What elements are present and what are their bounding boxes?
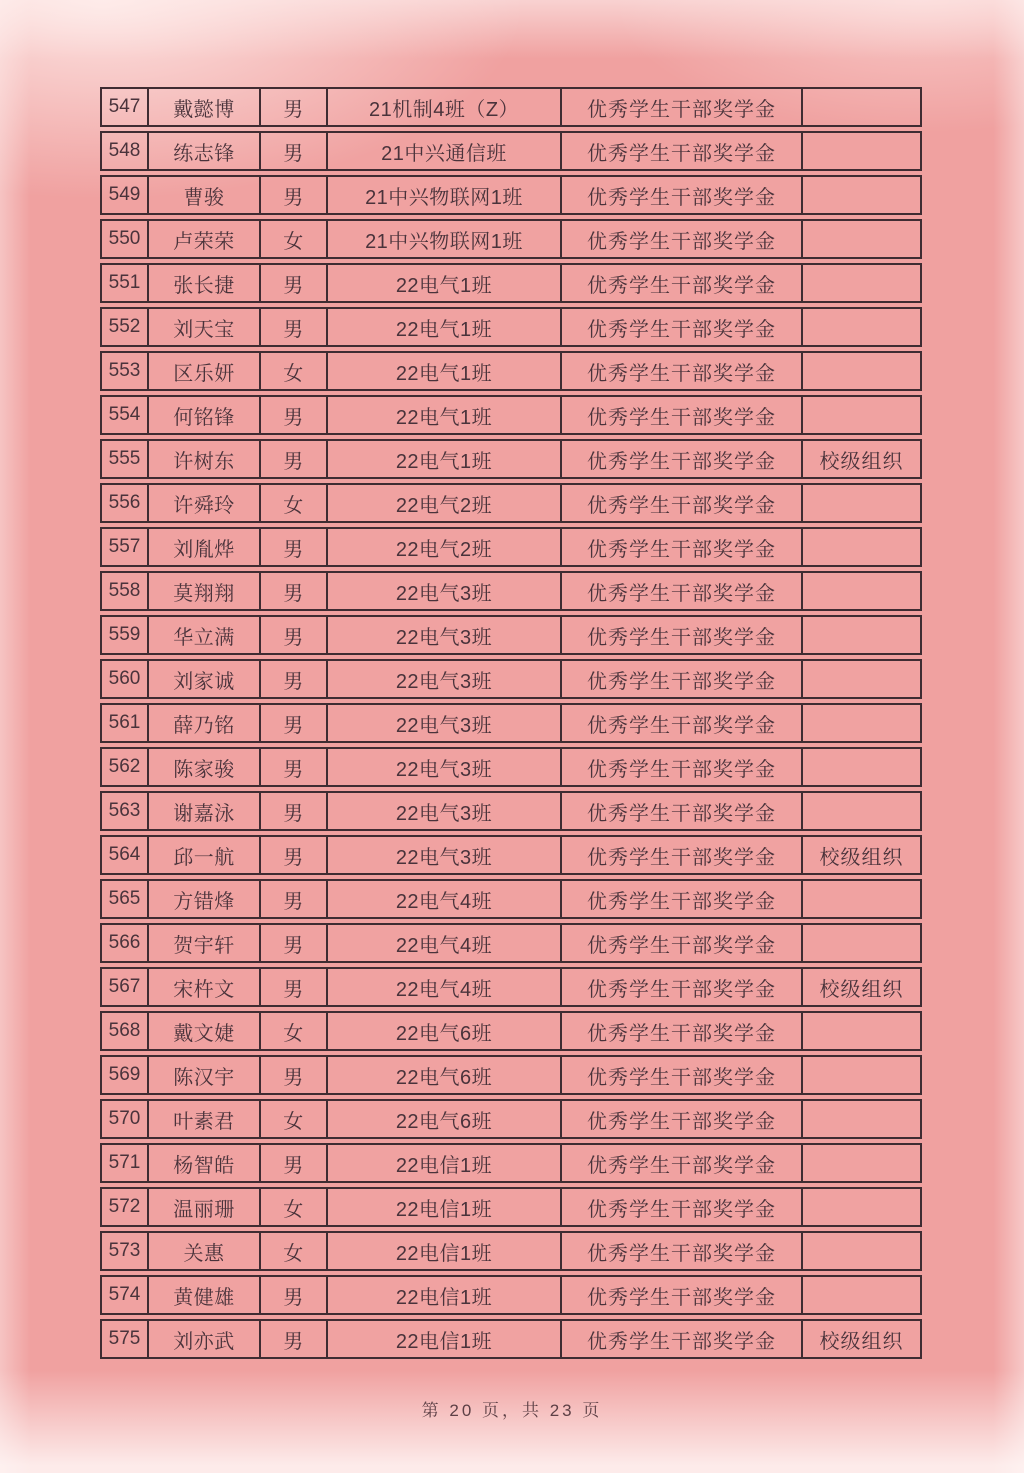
cell-gender: 男 xyxy=(261,397,328,433)
cell-class: 22电气6班 xyxy=(328,1013,562,1049)
table-row xyxy=(100,615,922,655)
table-row xyxy=(100,703,922,743)
table-row xyxy=(100,923,922,963)
cell-student-name: 卢荣荣 xyxy=(149,221,261,257)
cell-note xyxy=(803,177,920,213)
cell-award: 优秀学生干部奖学金 xyxy=(562,397,803,433)
cell-note xyxy=(803,617,920,653)
table-row xyxy=(100,1231,922,1271)
cell-row-number: 575 xyxy=(102,1321,149,1357)
table-row xyxy=(100,1275,922,1315)
cell-gender: 男 xyxy=(261,309,328,345)
cell-award: 优秀学生干部奖学金 xyxy=(562,89,803,125)
cell-class: 22电气3班 xyxy=(328,705,562,741)
cell-student-name: 叶素君 xyxy=(149,1101,261,1137)
cell-student-name: 曹骏 xyxy=(149,177,261,213)
cell-note xyxy=(803,925,920,961)
cell-gender: 女 xyxy=(261,485,328,521)
cell-gender: 男 xyxy=(261,89,328,125)
cell-note xyxy=(803,1101,920,1137)
cell-award: 优秀学生干部奖学金 xyxy=(562,837,803,873)
cell-note: 校级组织 xyxy=(819,846,904,869)
cell-note xyxy=(803,1277,920,1313)
page-number-indicator: 第 20 页，共 23 页 xyxy=(421,1401,603,1420)
cell-class: 22电气1班 xyxy=(328,397,562,433)
cell-student-name: 何铭锋 xyxy=(149,397,261,433)
cell-row-number: 573 xyxy=(102,1233,149,1269)
cell-class: 22电气2班 xyxy=(328,485,562,521)
cell-class: 22电气1班 xyxy=(328,309,562,345)
cell-note xyxy=(803,749,920,785)
scholarship-award-table xyxy=(100,87,922,1359)
cell-student-name: 温丽珊 xyxy=(149,1189,261,1225)
cell-class: 22电气6班 xyxy=(328,1101,562,1137)
cell-note xyxy=(803,397,920,433)
cell-student-name: 刘亦武 xyxy=(149,1321,261,1357)
cell-student-name: 华立满 xyxy=(149,617,261,653)
cell-note xyxy=(803,1189,920,1225)
cell-student-name: 贺宇轩 xyxy=(149,925,261,961)
cell-note xyxy=(803,133,920,169)
cell-class: 22电气1班 xyxy=(328,441,562,477)
cell-gender: 男 xyxy=(261,529,328,565)
cell-gender: 男 xyxy=(261,749,328,785)
cell-student-name: 方错烽 xyxy=(149,881,261,917)
cell-class: 22电气1班 xyxy=(328,353,562,389)
cell-award: 优秀学生干部奖学金 xyxy=(562,485,803,521)
table-row xyxy=(100,835,922,875)
table-row xyxy=(100,1143,922,1183)
cell-gender: 男 xyxy=(261,1145,328,1181)
table-row xyxy=(100,351,922,391)
cell-class: 22电气2班 xyxy=(328,529,562,565)
table-row xyxy=(100,527,922,567)
cell-note xyxy=(803,1145,920,1181)
cell-row-number: 555 xyxy=(102,441,149,477)
cell-award: 优秀学生干部奖学金 xyxy=(562,925,803,961)
cell-row-number: 571 xyxy=(102,1145,149,1181)
cell-row-number: 560 xyxy=(102,661,149,697)
cell-gender: 男 xyxy=(261,969,328,1005)
cell-row-number: 562 xyxy=(102,749,149,785)
cell-student-name: 刘家诚 xyxy=(149,661,261,697)
cell-award: 优秀学生干部奖学金 xyxy=(562,353,803,389)
cell-student-name: 张长捷 xyxy=(149,265,261,301)
cell-row-number: 563 xyxy=(102,793,149,829)
cell-class: 21中兴物联网1班 xyxy=(328,177,562,213)
cell-class: 22电气3班 xyxy=(328,837,562,873)
cell-award: 优秀学生干部奖学金 xyxy=(562,661,803,697)
cell-award: 优秀学生干部奖学金 xyxy=(562,749,803,785)
cell-row-number: 557 xyxy=(102,529,149,565)
table-row xyxy=(100,175,922,215)
cell-award: 优秀学生干部奖学金 xyxy=(562,1277,803,1313)
cell-student-name: 关惠 xyxy=(149,1233,261,1269)
cell-row-number: 556 xyxy=(102,485,149,521)
cell-class: 22电气4班 xyxy=(328,881,562,917)
cell-gender: 男 xyxy=(261,573,328,609)
table-row xyxy=(100,659,922,699)
cell-gender: 女 xyxy=(261,1189,328,1225)
cell-award: 优秀学生干部奖学金 xyxy=(562,309,803,345)
cell-student-name: 薛乃铭 xyxy=(149,705,261,741)
cell-row-number: 550 xyxy=(102,221,149,257)
cell-note xyxy=(803,881,920,917)
table-row xyxy=(100,1187,922,1227)
cell-award: 优秀学生干部奖学金 xyxy=(562,529,803,565)
cell-award: 优秀学生干部奖学金 xyxy=(562,1233,803,1269)
cell-note xyxy=(803,265,920,301)
cell-student-name: 刘天宝 xyxy=(149,309,261,345)
cell-gender: 男 xyxy=(261,705,328,741)
cell-gender: 女 xyxy=(261,221,328,257)
cell-student-name: 黄健雄 xyxy=(149,1277,261,1313)
table-row xyxy=(100,439,922,479)
cell-student-name: 陈家骏 xyxy=(149,749,261,785)
cell-award: 优秀学生干部奖学金 xyxy=(562,1321,803,1357)
table-row xyxy=(100,879,922,919)
cell-gender: 男 xyxy=(261,1277,328,1313)
cell-row-number: 565 xyxy=(102,881,149,917)
cell-gender: 男 xyxy=(261,925,328,961)
cell-class: 22电信1班 xyxy=(328,1277,562,1313)
cell-gender: 男 xyxy=(261,265,328,301)
cell-gender: 男 xyxy=(261,1057,328,1093)
cell-gender: 男 xyxy=(261,617,328,653)
cell-gender: 女 xyxy=(261,353,328,389)
table-row xyxy=(100,395,922,435)
cell-class: 22电信1班 xyxy=(328,1189,562,1225)
cell-class: 22电气3班 xyxy=(328,793,562,829)
cell-note xyxy=(803,309,920,345)
cell-note xyxy=(803,793,920,829)
table-row xyxy=(100,1055,922,1095)
cell-award: 优秀学生干部奖学金 xyxy=(562,969,803,1005)
cell-gender: 男 xyxy=(261,837,328,873)
cell-class: 22电气4班 xyxy=(328,969,562,1005)
cell-row-number: 553 xyxy=(102,353,149,389)
cell-gender: 男 xyxy=(261,133,328,169)
cell-gender: 女 xyxy=(261,1013,328,1049)
cell-row-number: 552 xyxy=(102,309,149,345)
cell-row-number: 554 xyxy=(102,397,149,433)
cell-row-number: 547 xyxy=(102,89,149,125)
cell-row-number: 567 xyxy=(102,969,149,1005)
cell-note: 校级组织 xyxy=(819,450,904,473)
cell-class: 22电气3班 xyxy=(328,573,562,609)
cell-class: 21中兴物联网1班 xyxy=(328,221,562,257)
cell-row-number: 570 xyxy=(102,1101,149,1137)
cell-gender: 女 xyxy=(261,1233,328,1269)
cell-award: 优秀学生干部奖学金 xyxy=(562,617,803,653)
cell-row-number: 559 xyxy=(102,617,149,653)
cell-class: 22电气3班 xyxy=(328,749,562,785)
cell-student-name: 莫翔翔 xyxy=(149,573,261,609)
table-row xyxy=(100,571,922,611)
cell-row-number: 574 xyxy=(102,1277,149,1313)
table-row xyxy=(100,967,922,1007)
cell-student-name: 杨智皓 xyxy=(149,1145,261,1181)
cell-award: 优秀学生干部奖学金 xyxy=(562,221,803,257)
cell-award: 优秀学生干部奖学金 xyxy=(562,793,803,829)
cell-award: 优秀学生干部奖学金 xyxy=(562,1013,803,1049)
cell-student-name: 区乐妍 xyxy=(149,353,261,389)
cell-student-name: 宋杵文 xyxy=(149,969,261,1005)
cell-gender: 男 xyxy=(261,177,328,213)
cell-class: 22电气3班 xyxy=(328,617,562,653)
cell-class: 22电气3班 xyxy=(328,661,562,697)
cell-class: 22电信1班 xyxy=(328,1321,562,1357)
cell-award: 优秀学生干部奖学金 xyxy=(562,1145,803,1181)
cell-row-number: 572 xyxy=(102,1189,149,1225)
cell-note xyxy=(803,705,920,741)
cell-class: 22电气4班 xyxy=(328,925,562,961)
cell-gender: 男 xyxy=(261,661,328,697)
table-row xyxy=(100,263,922,303)
cell-note: 校级组织 xyxy=(819,978,904,1001)
cell-class: 22电信1班 xyxy=(328,1233,562,1269)
cell-note xyxy=(803,573,920,609)
cell-award: 优秀学生干部奖学金 xyxy=(562,1101,803,1137)
cell-award: 优秀学生干部奖学金 xyxy=(562,573,803,609)
cell-note xyxy=(803,1057,920,1093)
table-row xyxy=(100,307,922,347)
table-row xyxy=(100,1011,922,1051)
cell-award: 优秀学生干部奖学金 xyxy=(562,177,803,213)
cell-student-name: 谢嘉泳 xyxy=(149,793,261,829)
cell-row-number: 569 xyxy=(102,1057,149,1093)
cell-note: 校级组织 xyxy=(819,1330,904,1353)
cell-gender: 男 xyxy=(261,881,328,917)
cell-note xyxy=(803,353,920,389)
table-row xyxy=(100,1319,922,1359)
cell-class: 22电气1班 xyxy=(328,265,562,301)
cell-note xyxy=(803,485,920,521)
cell-student-name: 练志锋 xyxy=(149,133,261,169)
table-row xyxy=(100,483,922,523)
cell-row-number: 564 xyxy=(102,837,149,873)
cell-class: 22电信1班 xyxy=(328,1145,562,1181)
cell-award: 优秀学生干部奖学金 xyxy=(562,133,803,169)
cell-award: 优秀学生干部奖学金 xyxy=(562,265,803,301)
cell-award: 优秀学生干部奖学金 xyxy=(562,881,803,917)
cell-note xyxy=(803,1013,920,1049)
cell-gender: 男 xyxy=(261,793,328,829)
cell-class: 21机制4班（Z） xyxy=(328,89,562,125)
cell-award: 优秀学生干部奖学金 xyxy=(562,1189,803,1225)
cell-class: 21中兴通信班 xyxy=(328,133,562,169)
cell-note xyxy=(803,529,920,565)
cell-row-number: 548 xyxy=(102,133,149,169)
cell-note xyxy=(803,221,920,257)
cell-student-name: 许树东 xyxy=(149,441,261,477)
table-row xyxy=(100,1099,922,1139)
cell-row-number: 551 xyxy=(102,265,149,301)
cell-gender: 女 xyxy=(261,1101,328,1137)
cell-student-name: 邱一航 xyxy=(149,837,261,873)
table-row xyxy=(100,747,922,787)
cell-award: 优秀学生干部奖学金 xyxy=(562,705,803,741)
cell-note xyxy=(803,89,920,125)
cell-row-number: 568 xyxy=(102,1013,149,1049)
cell-row-number: 566 xyxy=(102,925,149,961)
cell-row-number: 561 xyxy=(102,705,149,741)
cell-student-name: 戴文婕 xyxy=(149,1013,261,1049)
cell-student-name: 刘胤烨 xyxy=(149,529,261,565)
cell-gender: 男 xyxy=(261,441,328,477)
table-row xyxy=(100,791,922,831)
cell-award: 优秀学生干部奖学金 xyxy=(562,1057,803,1093)
cell-note xyxy=(803,661,920,697)
cell-row-number: 558 xyxy=(102,573,149,609)
cell-student-name: 许舜玲 xyxy=(149,485,261,521)
table-row xyxy=(100,131,922,171)
cell-student-name: 戴懿博 xyxy=(149,89,261,125)
cell-class: 22电气6班 xyxy=(328,1057,562,1093)
table-row xyxy=(100,219,922,259)
cell-note xyxy=(803,1233,920,1269)
cell-award: 优秀学生干部奖学金 xyxy=(562,441,803,477)
cell-row-number: 549 xyxy=(102,177,149,213)
cell-student-name: 陈汉宇 xyxy=(149,1057,261,1093)
table-row xyxy=(100,87,922,127)
cell-gender: 男 xyxy=(261,1321,328,1357)
